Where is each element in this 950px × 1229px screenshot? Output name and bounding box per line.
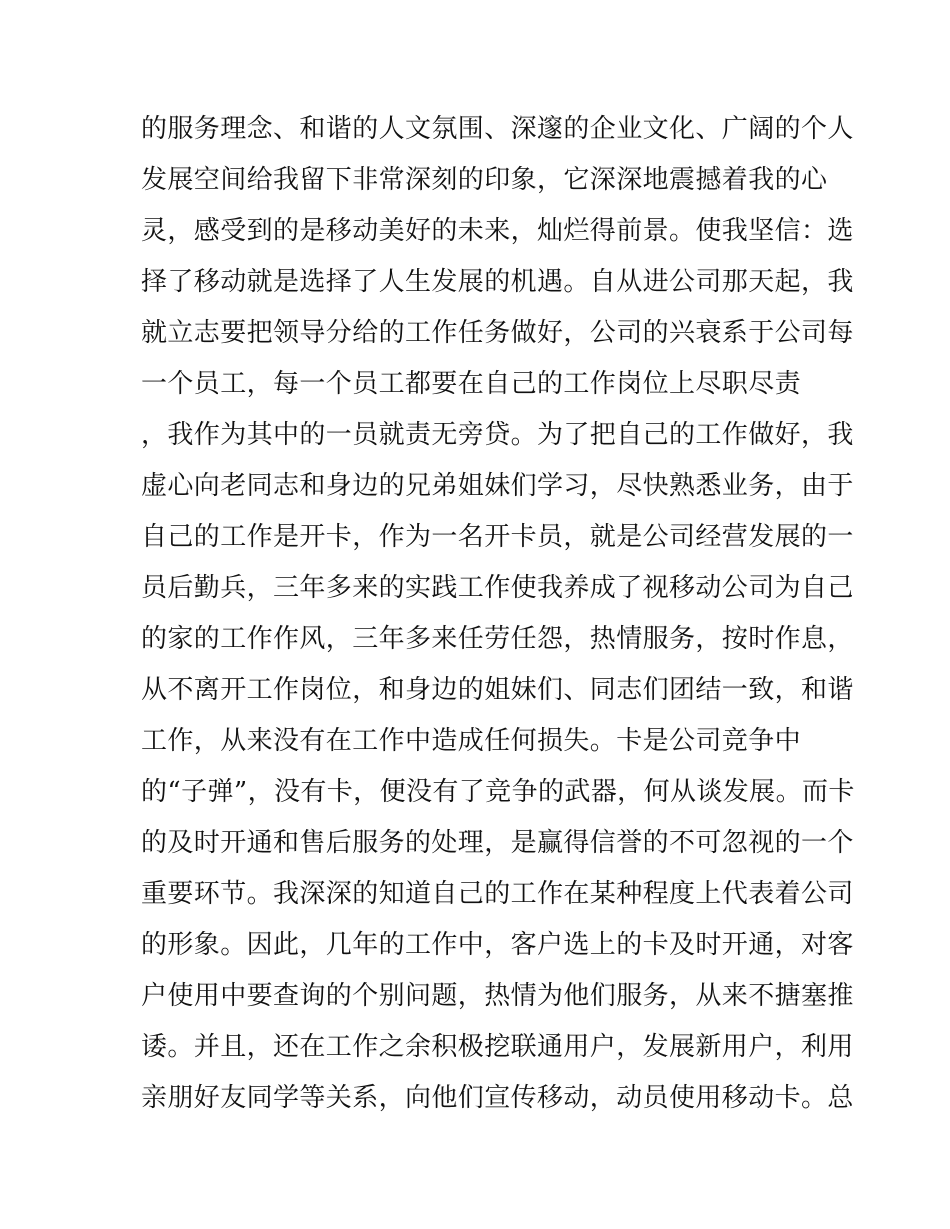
- text-line: 的服务理念、和谐的人文氛围、深邃的企业文化、广阔的个人: [141, 114, 854, 144]
- text-line: 工作，从来没有在工作中造成任何损失。卡是公司竞争中: [141, 726, 802, 756]
- text-line: ，我作为其中的一员就责无旁贷。为了把自己的工作做好，我: [141, 420, 854, 450]
- text-line: 的“子弹”，没有卡，便没有了竞争的武器，何从谈发展。而卡: [141, 777, 855, 807]
- text-line: 发展空间给我留下非常深刻的印象，它深深地震撼着我的心: [141, 165, 828, 195]
- body-text: [141, 104, 855, 1124]
- text-line: 从不离开工作岗位，和身边的姐妹们、同志们团结一致，和谐: [141, 675, 854, 705]
- text-line: 择了移动就是选择了人生发展的机遇。自从进公司那天起，我: [141, 267, 854, 297]
- text-line: 的家的工作作风，三年多来任劳任怨，热情服务，按时作息，: [141, 624, 854, 654]
- text-line: 虚心向老同志和身边的兄弟姐妹们学习，尽快熟悉业务，由于: [141, 471, 854, 501]
- text-line: 重要环节。我深深的知道自己的工作在某种程度上代表着公司: [141, 879, 854, 909]
- text-line: 亲朋好友同学等关系，向他们宣传移动，动员使用移动卡。总: [141, 1083, 854, 1113]
- text-line: 户使用中要查询的个别问题，热情为他们服务，从来不搪塞推: [141, 981, 854, 1011]
- text-line: 诿。并且，还在工作之余积极挖联通用户，发展新用户，利用: [141, 1032, 854, 1062]
- text-line: 就立志要把领导分给的工作任务做好，公司的兴衰系于公司每: [141, 318, 854, 348]
- text-line: 一个员工，每一个员工都要在自己的工作岗位上尽职尽责: [141, 369, 802, 399]
- text-line: 员后勤兵，三年多来的实践工作使我养成了视移动公司为自己: [141, 573, 854, 603]
- text-line: 的及时开通和售后服务的处理，是赢得信誉的不可忽视的一个: [141, 828, 854, 858]
- text-line: 的形象。因此，几年的工作中，客户选上的卡及时开通，对客: [141, 930, 854, 960]
- text-line: 自己的工作是开卡，作为一名开卡员，就是公司经营发展的一: [141, 522, 854, 552]
- text-line: 灵，感受到的是移动美好的未来，灿烂得前景。使我坚信：选: [141, 216, 854, 246]
